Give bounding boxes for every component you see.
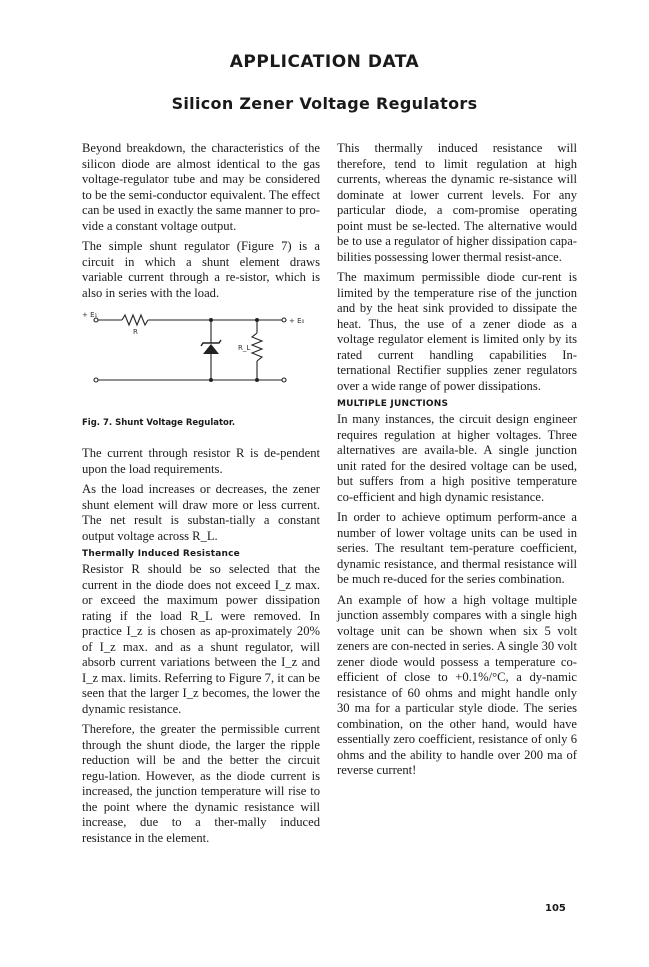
paragraph-thermal-resistance: This thermally induced resistance will therefore, tend to limit regulation at high currents, whereas the dynamic re-sistance will dominate at lower current levels. For any particular diode, a com-promise operating point must be se-lected. The alternative would be to use a regulator of higher dissipation capa-bilities possessing lower thermal resist-ance. (337, 141, 577, 264)
figure-7 (82, 306, 320, 416)
paragraph-intro: Beyond breakdown, the characteristics of the silicon diode are almost identical to the gas voltage-regulator tube and may be considered to be the semi-conductor equivalent. The effect can be used in exactly the same manner to pro-vide a constant voltage output. (82, 141, 320, 233)
section-title: APPLICATION DATA (229, 52, 420, 72)
output-terminal (282, 318, 286, 322)
left-column (82, 141, 320, 851)
paragraph-current: The current through resistor R is de-pendent upon the load requirements. (82, 446, 320, 476)
ground-terminal-out (282, 378, 286, 382)
right-column (337, 141, 577, 784)
article-title: Silicon Zener Voltage Regulators (171, 94, 478, 113)
ground-terminal-in (94, 378, 98, 382)
paragraph-ripple: Therefore, the greater the permissible current through the shunt diode, the larger the ripple reduction will be and the better the circuit regu-lation. However, as the diode current is increased, the junction temperature will rise to the point where the dynamic resistance will increase, due to a ther-mally induced resistance in the element. (82, 722, 320, 845)
label-rl: R_L (238, 344, 251, 352)
subheading-thermal: Thermally Induced Resistance (82, 549, 240, 559)
load-resistor-rl (252, 333, 262, 361)
paragraph-example: An example of how a high voltage multiple junction assembly compares with a single high voltage unit can be shown when six 5 volt zeners are con-nected in series. A single 30 volt zener diode would possess a temperature co-efficient of close to +0.1%/°C, a dy-namic resistance of 60 ohms and might handle only 30 ma for a particular style diode. The series combination, on the other hand, would have essentially zero coefficient, resistance of only 6 ohms and the ability to handle over 200 ma of reverse current! (337, 592, 577, 777)
label-ei: + E₁ (82, 311, 98, 319)
label-eo: + E₀ (289, 317, 305, 325)
subheading-multiple-junctions: MULTIPLE JUNCTIONS (337, 399, 449, 409)
paragraph-alternatives: In many instances, the circuit design engineer requires regulation at higher voltages. Three alternatives are availa-ble. A single junction unit rated for the desired voltage can be used, but suffers from a high positive temperature co-efficient and high dynamic resistance. (337, 412, 577, 504)
shunt-regulator-schematic (82, 306, 320, 416)
paragraph-shunt-regulator: The simple shunt regulator (Figure 7) is a circuit in which a shunt element draws variable current through a re-sistor, which is also in series with the load. (82, 239, 320, 300)
paragraph-max-current: The maximum permissible diode cur-rent is limited by the temperature rise of the junction and by the heat sink provided to dissipate the heat. Thus, the use of a zener diode as a voltage regulator element is limited only by its rated current handling capabilities In-ternational Rectifier supplies zener regulators over a wide range of power dissipations. (337, 270, 577, 393)
resistor-r (122, 315, 148, 325)
label-r: R (133, 328, 138, 336)
figure-caption: Fig. 7. Shunt Voltage Regulator. (82, 418, 236, 428)
page-number: 105 (545, 903, 566, 914)
paragraph-load: As the load increases or decreases, the zener shunt element will draw more or less current. The net result is substan-tially a constant output voltage across R_L. (82, 482, 320, 543)
paragraph-resistor-selection: Resistor R should be so selected that the current in the diode does not exceed I_z max. or exceed the maximum power dissipation rating if the load R_L were removed. In practice I_z is chosen as ap-proximately 20% of I_z max. and as a shunt regulator, will absorb current variations between the I_z and I_z max. limits. Referring to Figure 7, it can be seen that the larger I_z becomes, the lower the dynamic resistance. (82, 562, 320, 716)
paragraph-series: In order to achieve optimum perform-ance a number of lower voltage units can be used in series. The resultant tem-perature coefficient, dynamic resistance, and thermal resistance will be much re-duced for the series combination. (337, 510, 577, 586)
